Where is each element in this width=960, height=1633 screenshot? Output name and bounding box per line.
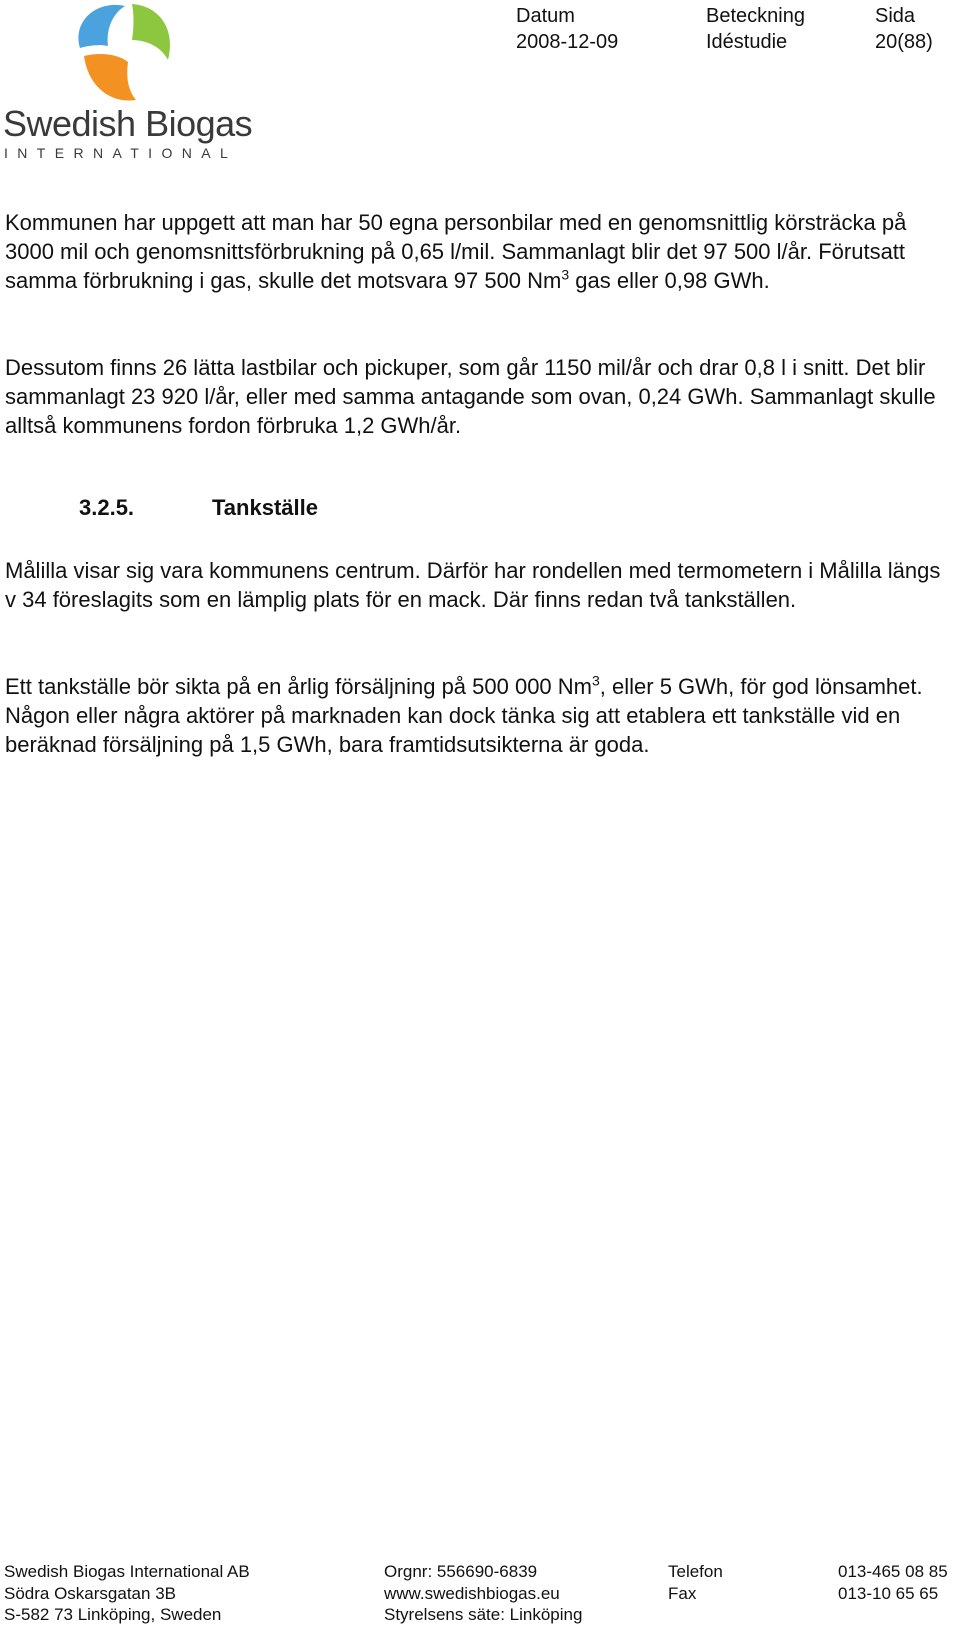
footer-website-link[interactable]: www.swedishbiogas.eu <box>384 1583 560 1603</box>
paragraph-text: Ett tankställe bör sikta på en årlig försäljning på 500 000 Nm <box>5 674 592 699</box>
header-date-value: 2008-12-09 <box>516 31 619 53</box>
footer-address <box>4 1561 250 1626</box>
header-page-label: Sida <box>875 5 916 27</box>
superscript: 3 <box>561 266 570 283</box>
paragraph-text: , eller 5 GWh, för god lönsamhet. Någon eller några aktörer på marknaden kan dock tänka sig att etablera ett tankställe vid en beräknad försäljning på 1,5 GWh, bara framtidsutsikterna är goda. <box>5 674 923 757</box>
paragraph-location: Målilla visar sig vara kommunens centrum. Därför har rondellen med termometern i Målilla längs v 34 föreslagits som en lämplig plats för en mack. Där finns redan två tankställen. <box>5 558 941 612</box>
footer-city: S-582 73 Linköping, Sweden <box>4 1605 222 1624</box>
superscript: 3 <box>592 672 600 689</box>
header-date-block <box>516 3 618 55</box>
paragraph-light-trucks: Dessutom finns 26 lätta lastbilar och pickuper, som går 1150 mil/år och drar 0,8 l i snitt. Det blir sammanlagt 23 920 l/år, eller med samma antagande som ovan, 0,24 GWh. Sammanlagt skulle alltså kommunens fordon förbruka 1,2 GWh/år. <box>5 355 936 438</box>
header-designation-block <box>706 3 805 55</box>
footer-contact-labels <box>668 1561 723 1604</box>
header-designation-value: Idéstudie <box>706 31 788 53</box>
biogas-logo-icon <box>70 0 180 105</box>
footer-company: Swedish Biogas International AB <box>4 1562 250 1581</box>
footer-phone-value: 013-465 08 85 <box>838 1562 948 1581</box>
logo-subtitle: INTERNATIONAL <box>4 145 238 161</box>
paragraph-passenger-cars <box>5 208 950 295</box>
footer-board-seat: Styrelsens säte: Linköping <box>384 1605 583 1624</box>
section-number: 3.2.5. <box>79 495 135 520</box>
footer-contact-values <box>838 1561 948 1604</box>
logo-wordmark: Swedish Biogas <box>3 103 253 144</box>
paragraph-text: gas eller 0,98 GWh. <box>569 268 770 293</box>
footer-registration <box>384 1561 582 1626</box>
header-page-value: 20(88) <box>875 31 933 53</box>
paragraph-sales-target <box>5 672 950 759</box>
company-logo <box>0 0 260 165</box>
paragraph-text: Kommunen har uppgett att man har 50 egna personbilar med en genomsnittlig körsträcka på 3000 mil och genomsnittsförbrukning på 0,65 l/mil. Sammanlagt blir det 97 500 l/år. Förutsatt samma förbrukning i gas, skulle det motsvara 97 500 Nm <box>5 210 907 293</box>
footer-street: Södra Oskarsgatan 3B <box>4 1583 176 1603</box>
header-designation-label: Beteckning <box>706 5 805 27</box>
section-title: Tankställe <box>212 495 318 520</box>
footer-fax-value: 013-10 65 65 <box>838 1583 939 1603</box>
footer-phone-label: Telefon <box>668 1562 723 1581</box>
footer-orgnr: Orgnr: 556690-6839 <box>384 1562 538 1581</box>
header-page-block <box>875 3 933 55</box>
header-date-label: Datum <box>516 5 575 27</box>
footer-fax-label: Fax <box>668 1583 697 1603</box>
